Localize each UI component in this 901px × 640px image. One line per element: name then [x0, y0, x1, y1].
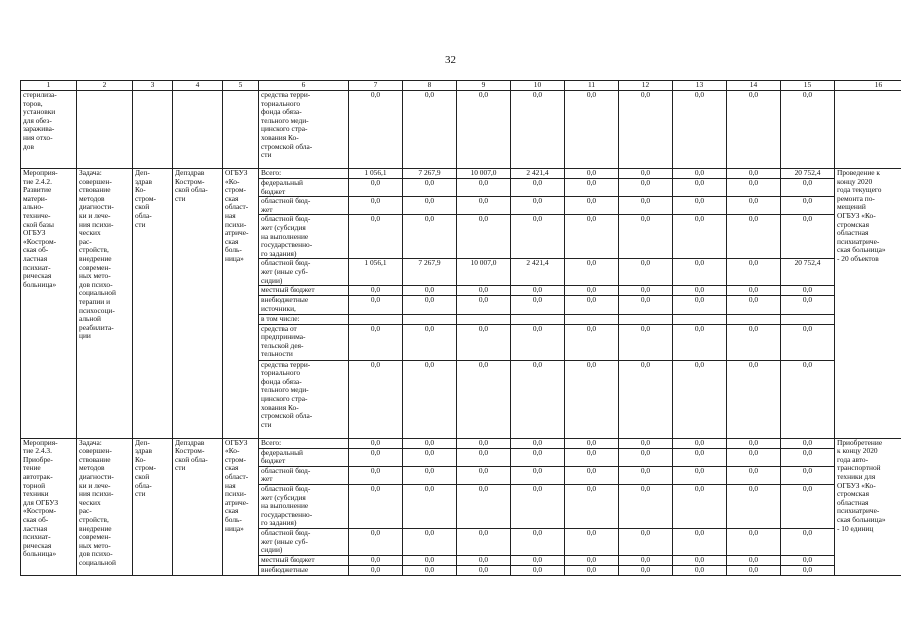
amount-cell: 0,0: [619, 324, 673, 360]
amount-cell: [781, 314, 835, 324]
amount-cell: 0,0: [565, 528, 619, 555]
amount-cell: 0,0: [403, 466, 457, 484]
amount-cell: 0,0: [457, 91, 511, 169]
expected-result-cell: Проведение к концу 2020 года текущего ремонта по- мещений ОГБУЗ «Ко- стромская областная психиатриче- ская больница» - 20 объектов: [835, 169, 901, 439]
amount-cell: 0,0: [673, 296, 727, 314]
funding-source-cell: областной бюд- жет: [259, 197, 349, 215]
amount-cell: 0,0: [619, 296, 673, 314]
amount-cell: 0,0: [727, 215, 781, 259]
amount-cell: 0,0: [511, 528, 565, 555]
amount-cell: 0,0: [673, 169, 727, 179]
amount-cell: 0,0: [349, 466, 403, 484]
amount-cell: 0,0: [403, 179, 457, 197]
task-cell: Задача: совершен- ствование методов диагности- ки и лече- ния психи- ческих рас- стройств, внедрение современ- ных мето- дов психо- социальной терапии и психосоци- альной реабилита- ции: [77, 169, 133, 439]
amount-cell: 1 056,1: [349, 169, 403, 179]
amount-cell: 0,0: [727, 259, 781, 286]
amount-cell: 0,0: [349, 484, 403, 528]
amount-cell: 0,0: [565, 197, 619, 215]
amount-cell: 0,0: [565, 484, 619, 528]
funding-source-cell: внебюджетные источники,: [259, 296, 349, 314]
amount-cell: 0,0: [619, 484, 673, 528]
amount-cell: 0,0: [781, 484, 835, 528]
amount-cell: 0,0: [619, 555, 673, 565]
amount-cell: 2 421,4: [511, 169, 565, 179]
amount-cell: 0,0: [511, 324, 565, 360]
amount-cell: 0,0: [727, 555, 781, 565]
funding-source-cell: федеральный бюджет: [259, 448, 349, 466]
executor-cell: ОГБУЗ «Ко- стром- ская област- ная психи- атриче- ская боль- ница»: [223, 169, 259, 439]
funding-source-cell: Всего:: [259, 438, 349, 448]
funding-source-cell: Всего:: [259, 169, 349, 179]
amount-cell: 0,0: [511, 296, 565, 314]
amount-cell: 0,0: [565, 215, 619, 259]
amount-cell: 0,0: [349, 91, 403, 169]
funding-source-cell: областной бюд- жет: [259, 466, 349, 484]
amount-cell: 0,0: [781, 197, 835, 215]
amount-cell: [511, 314, 565, 324]
amount-cell: 0,0: [403, 528, 457, 555]
responsible-cell: Деп- здрав Ко- стром- ской обла- сти: [133, 438, 173, 575]
col-header: 15: [781, 81, 835, 91]
amount-cell: 0,0: [727, 324, 781, 360]
amount-cell: 0,0: [457, 438, 511, 448]
amount-cell: 7 267,9: [403, 259, 457, 286]
amount-cell: 0,0: [349, 215, 403, 259]
amount-cell: 0,0: [457, 528, 511, 555]
amount-cell: 10 007,0: [457, 169, 511, 179]
amount-cell: 0,0: [781, 565, 835, 575]
amount-cell: 0,0: [727, 448, 781, 466]
funding-source-cell: областной бюд- жет (субсидия на выполнение государственно- го задания): [259, 215, 349, 259]
amount-cell: 0,0: [781, 438, 835, 448]
amount-cell: 0,0: [673, 197, 727, 215]
amount-cell: 0,0: [673, 466, 727, 484]
amount-cell: 0,0: [673, 360, 727, 438]
amount-cell: 0,0: [781, 324, 835, 360]
amount-cell: 0,0: [511, 438, 565, 448]
amount-cell: 0,0: [403, 565, 457, 575]
amount-cell: 0,0: [511, 466, 565, 484]
col-header: 2: [77, 81, 133, 91]
executor-cell: ОГБУЗ «Ко- стром- ская област- ная психи- атриче- ская боль- ница»: [223, 438, 259, 575]
amount-cell: 0,0: [673, 565, 727, 575]
funding-source-cell: средства терри- ториального фонда обяза- тельного меди- цинского стра- хования Ко- стромской обла- сти: [259, 91, 349, 169]
amount-cell: 0,0: [673, 91, 727, 169]
amount-cell: 0,0: [781, 448, 835, 466]
amount-cell: 0,0: [673, 484, 727, 528]
amount-cell: 0,0: [511, 286, 565, 296]
amount-cell: 0,0: [349, 555, 403, 565]
amount-cell: 0,0: [619, 360, 673, 438]
funding-source-cell: в том числе:: [259, 314, 349, 324]
amount-cell: 0,0: [565, 259, 619, 286]
amount-cell: 0,0: [565, 565, 619, 575]
funding-source-cell: федеральный бюджет: [259, 179, 349, 197]
amount-cell: 0,0: [727, 484, 781, 528]
measure-name-cell: Мероприя- тие 2.4.3. Приобре- тение автотрак- торной техники для ОГБУЗ «Костром- ская об- ластная психиат- рическая больница»: [21, 438, 77, 575]
amount-cell: 0,0: [565, 555, 619, 565]
amount-cell: 0,0: [673, 448, 727, 466]
amount-cell: 20 752,4: [781, 259, 835, 286]
col-header: 16: [835, 81, 901, 91]
amount-cell: 0,0: [673, 438, 727, 448]
amount-cell: 0,0: [727, 296, 781, 314]
funding-source-cell: областной бюд- жет (субсидия на выполнение государственно- го задания): [259, 484, 349, 528]
amount-cell: 0,0: [781, 296, 835, 314]
funding-source-cell: средства терри- ториального фонда обяза- тельного меди- цинского стра- хования Ко- стромской обла- сти: [259, 360, 349, 438]
amount-cell: [727, 314, 781, 324]
funding-source-cell: областной бюд- жет (иные суб- сидии): [259, 259, 349, 286]
amount-cell: 0,0: [403, 197, 457, 215]
amount-cell: 0,0: [673, 528, 727, 555]
amount-cell: [349, 314, 403, 324]
empty-cell: [173, 91, 223, 169]
col-header: 5: [223, 81, 259, 91]
amount-cell: 0,0: [457, 197, 511, 215]
amount-cell: 0,0: [781, 286, 835, 296]
amount-cell: 0,0: [565, 448, 619, 466]
responsible-cell: Деп- здрав Ко- стром- ской обла- сти: [133, 169, 173, 439]
amount-cell: 0,0: [727, 197, 781, 215]
amount-cell: 0,0: [619, 215, 673, 259]
amount-cell: 0,0: [727, 528, 781, 555]
measure-name-cell: Мероприя- тие 2.4.2. Развитие матери- ально- техниче- ской базы ОГБУЗ «Костром- ская об- ластная психиат- рическая больница»: [21, 169, 77, 439]
col-header: 4: [173, 81, 223, 91]
empty-cell: [223, 91, 259, 169]
amount-cell: 0,0: [565, 179, 619, 197]
amount-cell: 0,0: [403, 438, 457, 448]
col-header: 11: [565, 81, 619, 91]
amount-cell: 0,0: [673, 259, 727, 286]
amount-cell: 0,0: [349, 528, 403, 555]
amount-cell: 0,0: [565, 360, 619, 438]
col-header: 10: [511, 81, 565, 91]
amount-cell: 0,0: [403, 91, 457, 169]
amount-cell: 0,0: [619, 179, 673, 197]
amount-cell: 0,0: [403, 555, 457, 565]
measure-name-cell: стерилиза- торов, установки для обез- заражива- ния отхо- дов: [21, 91, 77, 169]
amount-cell: 0,0: [673, 215, 727, 259]
amount-cell: [457, 314, 511, 324]
col-header: 13: [673, 81, 727, 91]
amount-cell: 0,0: [349, 438, 403, 448]
amount-cell: 0,0: [565, 169, 619, 179]
amount-cell: 0,0: [619, 169, 673, 179]
amount-cell: 0,0: [727, 286, 781, 296]
amount-cell: 7 267,9: [403, 169, 457, 179]
amount-cell: 0,0: [349, 286, 403, 296]
amount-cell: 0,0: [673, 286, 727, 296]
amount-cell: 0,0: [349, 197, 403, 215]
funding-source-cell: местный бюджет: [259, 286, 349, 296]
amount-cell: 0,0: [781, 466, 835, 484]
amount-cell: 0,0: [619, 528, 673, 555]
funding-source-cell: средства от предпринима- тельской дея- тельности: [259, 324, 349, 360]
amount-cell: [673, 314, 727, 324]
customer-cell: Депздрав Костром- ской обла- сти: [173, 169, 223, 439]
amount-cell: 0,0: [565, 91, 619, 169]
amount-cell: 0,0: [727, 438, 781, 448]
amount-cell: 10 007,0: [457, 259, 511, 286]
amount-cell: 0,0: [403, 286, 457, 296]
amount-cell: [619, 314, 673, 324]
amount-cell: 2 421,4: [511, 259, 565, 286]
col-header: 9: [457, 81, 511, 91]
empty-cell: [133, 91, 173, 169]
amount-cell: 0,0: [349, 448, 403, 466]
col-header: 1: [21, 81, 77, 91]
amount-cell: 0,0: [781, 528, 835, 555]
amount-cell: 0,0: [781, 215, 835, 259]
table-row: [21, 438, 901, 448]
amount-cell: 0,0: [511, 448, 565, 466]
empty-cell: [77, 91, 133, 169]
amount-cell: 0,0: [781, 91, 835, 169]
amount-cell: 0,0: [727, 565, 781, 575]
budget-table: [20, 80, 901, 576]
amount-cell: 0,0: [781, 555, 835, 565]
amount-cell: 0,0: [565, 296, 619, 314]
amount-cell: 0,0: [565, 466, 619, 484]
amount-cell: 0,0: [673, 324, 727, 360]
expected-result-cell: Приобретение к концу 2020 года авто- транспортной техники для ОГБУЗ «Ко- стромская областная психиатриче- ская больница» - 10 единиц: [835, 438, 901, 575]
funding-source-cell: областной бюд- жет (иные суб- сидии): [259, 528, 349, 555]
funding-source-cell: внебюджетные: [259, 565, 349, 575]
amount-cell: 0,0: [349, 179, 403, 197]
amount-cell: 0,0: [403, 324, 457, 360]
table-row: [21, 91, 901, 169]
amount-cell: 0,0: [403, 215, 457, 259]
amount-cell: 0,0: [349, 360, 403, 438]
amount-cell: 0,0: [673, 179, 727, 197]
amount-cell: 0,0: [619, 197, 673, 215]
amount-cell: 0,0: [619, 286, 673, 296]
amount-cell: 0,0: [781, 179, 835, 197]
amount-cell: 0,0: [403, 296, 457, 314]
amount-cell: 0,0: [403, 484, 457, 528]
amount-cell: 0,0: [403, 448, 457, 466]
amount-cell: 20 752,4: [781, 169, 835, 179]
amount-cell: [403, 314, 457, 324]
amount-cell: 0,0: [727, 91, 781, 169]
amount-cell: 0,0: [457, 286, 511, 296]
amount-cell: 0,0: [619, 259, 673, 286]
amount-cell: 0,0: [511, 197, 565, 215]
amount-cell: 0,0: [565, 324, 619, 360]
amount-cell: 0,0: [781, 360, 835, 438]
customer-cell: Депздрав Костром- ской обла- сти: [173, 438, 223, 575]
col-header: 7: [349, 81, 403, 91]
amount-cell: 0,0: [349, 296, 403, 314]
amount-cell: 0,0: [727, 179, 781, 197]
amount-cell: 0,0: [457, 555, 511, 565]
amount-cell: 0,0: [619, 466, 673, 484]
amount-cell: 0,0: [457, 296, 511, 314]
amount-cell: 0,0: [619, 565, 673, 575]
amount-cell: 0,0: [619, 91, 673, 169]
amount-cell: 0,0: [457, 484, 511, 528]
amount-cell: 0,0: [511, 179, 565, 197]
amount-cell: 0,0: [403, 360, 457, 438]
amount-cell: 0,0: [457, 179, 511, 197]
page-number: 32: [445, 54, 456, 66]
amount-cell: 0,0: [565, 438, 619, 448]
amount-cell: 0,0: [673, 555, 727, 565]
amount-cell: 0,0: [457, 448, 511, 466]
task-cell: Задача: совершен- ствование методов диагности- ки и лече- ния психи- ческих рас- стройств, внедрение современ- ных мето- дов психо- социальной: [77, 438, 133, 575]
amount-cell: 0,0: [457, 565, 511, 575]
amount-cell: 0,0: [727, 169, 781, 179]
amount-cell: 0,0: [727, 466, 781, 484]
table-row: [21, 169, 901, 179]
amount-cell: 0,0: [511, 91, 565, 169]
amount-cell: 0,0: [349, 324, 403, 360]
col-header: 8: [403, 81, 457, 91]
amount-cell: 0,0: [457, 466, 511, 484]
amount-cell: [565, 314, 619, 324]
col-header: 12: [619, 81, 673, 91]
amount-cell: 0,0: [511, 360, 565, 438]
amount-cell: 1 056,1: [349, 259, 403, 286]
amount-cell: 0,0: [457, 324, 511, 360]
col-header: 6: [259, 81, 349, 91]
amount-cell: 0,0: [457, 215, 511, 259]
amount-cell: 0,0: [727, 360, 781, 438]
amount-cell: 0,0: [349, 565, 403, 575]
table-header-row: [21, 81, 901, 91]
col-header: 14: [727, 81, 781, 91]
funding-source-cell: местный бюджет: [259, 555, 349, 565]
amount-cell: 0,0: [511, 555, 565, 565]
amount-cell: 0,0: [511, 484, 565, 528]
amount-cell: 0,0: [619, 438, 673, 448]
amount-cell: 0,0: [511, 215, 565, 259]
amount-cell: 0,0: [565, 286, 619, 296]
empty-cell: [835, 91, 901, 169]
col-header: 3: [133, 81, 173, 91]
amount-cell: 0,0: [619, 448, 673, 466]
amount-cell: 0,0: [457, 360, 511, 438]
amount-cell: 0,0: [511, 565, 565, 575]
